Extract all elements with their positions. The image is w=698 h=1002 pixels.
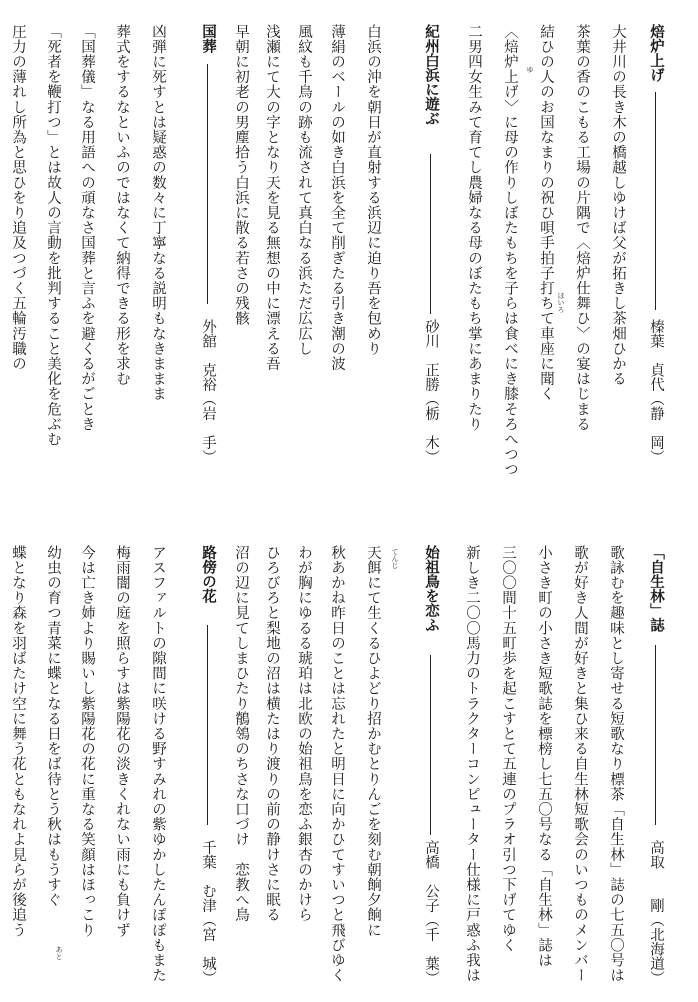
poem-line: 風紋も千鳥の跡も流されて真白なる浜ただ広広し <box>296 24 312 357</box>
poem-line: 今は亡き姉より賜いし紫陽花の花に重なる笑顔はほっこり <box>79 545 95 938</box>
ruby-yu: ゆ <box>526 66 534 73</box>
poem-author: 高取 剛（北海道） <box>648 840 664 985</box>
poem-shisodori <box>233 545 440 985</box>
title-rule <box>655 92 656 310</box>
poem-title: 国葬 <box>200 24 217 53</box>
poem-author: 千葉 む津（宮 城） <box>200 840 216 985</box>
ruby-ato: あと <box>55 946 63 960</box>
poem-jiseirin <box>448 545 663 985</box>
poem-line: 蝶となり森を羽ばたけ空に舞う花ともなれよ見らが後追う <box>10 545 26 938</box>
poem-kishu <box>233 24 440 464</box>
poem-line: 三〇〇間十五町歩を起こすとて五連のプラオ引つ下げてゆく <box>500 545 516 953</box>
poem-author: 榛葉 貞代（静 岡） <box>648 319 664 464</box>
poem-line: 歌詠むを趣味とし寄せる短歌なり標茶「自生林」誌の七五〇号は <box>608 545 624 983</box>
poem-line: 浅瀬にて大の字となり天を見る無想の中に漂える吾 <box>264 24 280 372</box>
poem-author: 高橋 公子（千 葉） <box>423 840 439 985</box>
poem-title: 路傍の花 <box>200 545 217 603</box>
poem-title: 紀州白浜に遊ぶ <box>423 24 440 126</box>
poem-line: 沼の辺に見てしまひたり鶺鴒のちさな口づけ 恋教へ鳥 <box>233 545 249 923</box>
poem-line: 幼虫の育つ青菜に蝶となる日をば待とう秋はもうすぐ <box>45 545 61 908</box>
poem-line: 早朝に初老の男塵拾う白浜に散る若さの残骸 <box>233 24 249 326</box>
title-rule <box>655 645 656 825</box>
poem-line: 凶弾に死すとは疑惑の数々に丁寧なる説明もなきままま <box>150 24 166 402</box>
poem-robo <box>10 545 217 985</box>
poem-line: わが胸にゆるる琥珀は北欧の始祖鳥を恋ふ銀杏のかけら <box>296 545 312 923</box>
ruby-hoiro: ほいろ <box>557 292 565 313</box>
poem-line: 梅雨闇の庭を照らすは紫陽花の淡きくれない雨にも負けず <box>114 545 130 938</box>
ruby-tenji: てんじ <box>391 548 399 569</box>
poem-line: 結ひの人のお国なまりの祝ひ唄手拍子打ちて車座に聞く <box>538 24 554 402</box>
title-rule <box>430 154 431 314</box>
poem-title: 始祖鳥を恋ふ <box>423 545 440 632</box>
poem-line: 歌が好き人間が好きと集ひ来る自生林短歌会のいつものメンバー <box>572 545 588 983</box>
poem-line: 「国葬儀」なる用語への頑なさ国葬と言ふを避くるがごとき <box>79 24 95 432</box>
poem-line: 白浜の沖を朝日が直射する浜辺に迫り吾を包めり <box>365 24 381 357</box>
poem-line: 薄絹のベールの如き白浜を全て削ぎたる引き潮の波 <box>329 24 345 372</box>
poem-line: 〈焙炉上げ〉に母の作りしぼたもちを子らは食べにき膝そろへつつ <box>502 24 518 477</box>
poem-line: 茶葉の香のこもる工場の片隅で〈焙炉仕舞ひ〉の宴はじまる <box>574 24 590 432</box>
poem-baiki <box>448 24 665 477</box>
poem-line: 秋あかね昨日のことは忘れたと明日に向かひてすいつと飛びゆく <box>329 545 345 983</box>
title-rule <box>430 655 431 835</box>
poem-line: 圧力の薄れし所為と思ひをり追及つづく五輪汚職の <box>10 24 26 372</box>
poem-line: 「死者を鞭打つ」とは故人の言動を批判すること美化を危ぶむ <box>45 24 61 447</box>
poem-title: 焙炉上げ <box>648 24 665 82</box>
title-rule <box>207 625 208 825</box>
poem-line: 大井川の長き木の橋越しゆけば父が拓きし茶畑ひかる <box>610 24 626 387</box>
poem-line: 葬式をするなといふのではなくて納得できる形を求む <box>114 24 130 387</box>
poem-author: 外舘 克裕（岩 手） <box>200 319 216 464</box>
poem-line: 新しき二〇〇馬力のトラクターコンピューター仕様に戸惑ふ我は <box>464 545 480 983</box>
poem-line: ひろびろと梨地の沼は横たはり渡りの前の静けさに眠る <box>264 545 280 923</box>
poem-title: 「自生林」誌 <box>648 545 665 632</box>
poem-line: 二男四女生みて育てし農婦なる母のぼたもち掌にあまりたり <box>466 24 482 432</box>
poem-author: 砂川 正勝（栃 木） <box>423 319 439 464</box>
poem-kokuso <box>10 24 217 464</box>
poem-line: アスファルトの隙間に咲ける野すみれの紫ゆかしたんぽぽもまた <box>150 545 166 983</box>
poem-line: 天餌にて生くるひよどり招かむとりんごを刻む朝餉夕餉に <box>365 545 381 938</box>
title-rule <box>207 64 208 304</box>
poem-line: 小さき町の小さき短歌誌を標榜し七五〇号なる「自生林」誌は <box>536 545 552 968</box>
